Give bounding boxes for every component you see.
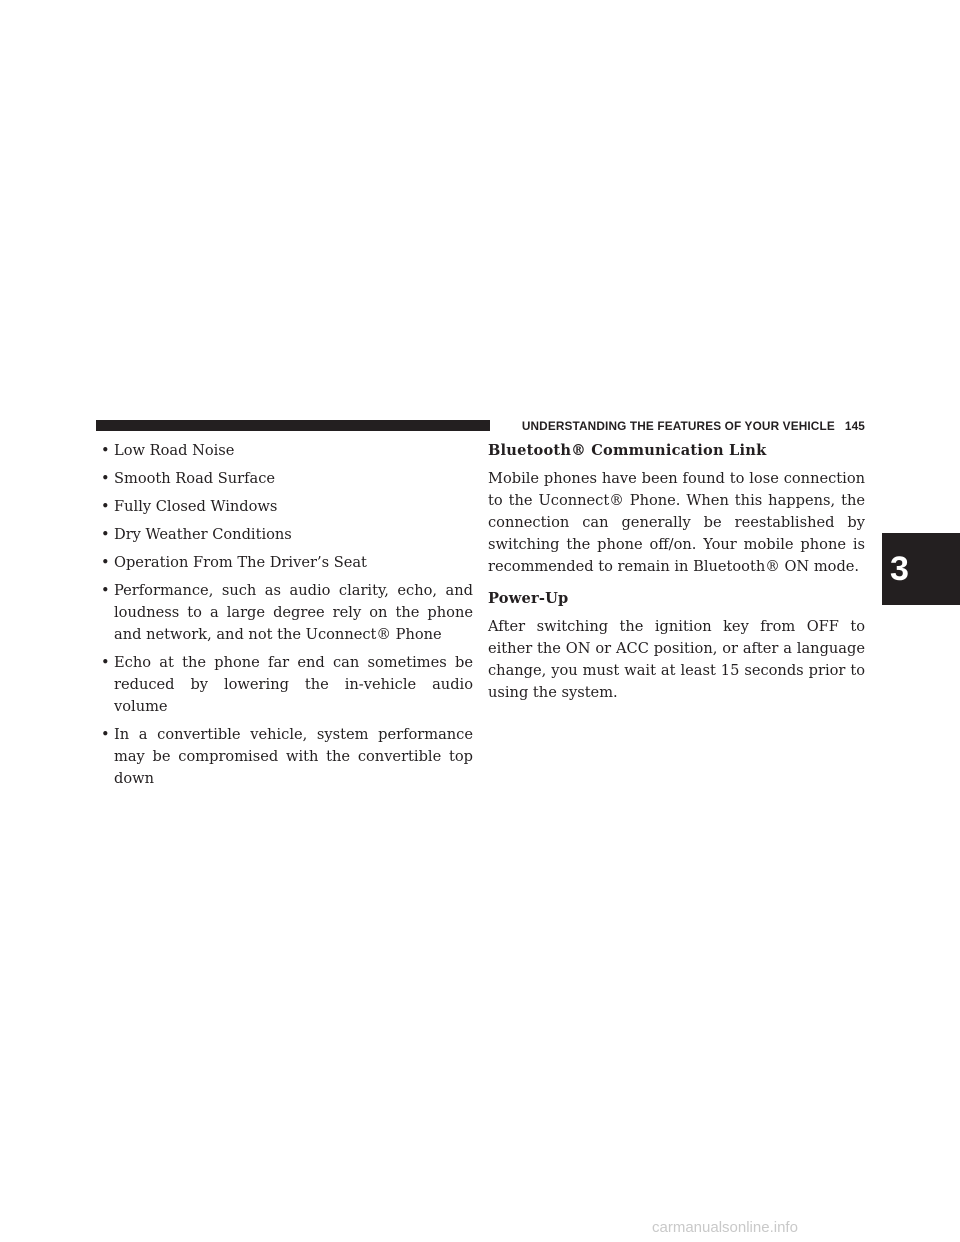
page-number: 145 (844, 419, 865, 433)
chapter-tab (882, 533, 960, 605)
list-item: • Dry Weather Conditions (101, 524, 473, 546)
header-rule (96, 420, 490, 431)
list-item: • Performance, such as audio clarity, echo, and loudness to a large degree rely on the phone and network, and not the Uconnect® Phone (101, 582, 473, 643)
right-column (488, 440, 865, 714)
conditions-list (101, 440, 473, 790)
watermark: carmanualsonline.info (652, 1219, 798, 1236)
list-item: • Echo at the phone far end can sometimes be reduced by lowering the in-vehicle audio volume (101, 654, 473, 715)
bullet-icon: • (101, 442, 110, 459)
running-header (497, 418, 865, 434)
section-heading-bluetooth: Bluetooth® Communication Link (488, 442, 767, 459)
list-item: • In a convertible vehicle, system performance may be compromised with the convertible top down (101, 726, 473, 787)
list-item: • Fully Closed Windows (101, 496, 473, 518)
bullet-icon: • (101, 498, 110, 515)
section-title: UNDERSTANDING THE FEATURES OF YOUR VEHICLE (521, 419, 835, 433)
chapter-number: 3 (890, 549, 909, 588)
section-heading-power-up: Power-Up (488, 590, 569, 607)
bullet-icon: • (101, 554, 110, 571)
list-item: • Smooth Road Surface (101, 468, 473, 490)
left-column (101, 440, 473, 796)
bullet-icon: • (101, 526, 110, 543)
bullet-icon: • (101, 582, 110, 599)
paragraph-power-up: After switching the ignition key from OFF to either the ON or ACC position, or after a language change, you must wait at least 15 seconds prior to using the system. (488, 618, 865, 701)
bullet-icon: • (101, 654, 110, 671)
bullet-icon: • (101, 726, 110, 743)
bullet-icon: • (101, 470, 110, 487)
list-item: • Operation From The Driver’s Seat (101, 552, 473, 574)
paragraph-bluetooth: Mobile phones have been found to lose connection to the Uconnect® Phone. When this happens, the connection can generally be reestablished by switching the phone off/on. Your mobile phone is recommended to remain in Bluetooth® ON mode. (488, 470, 865, 575)
list-item: • Low Road Noise (101, 440, 473, 462)
